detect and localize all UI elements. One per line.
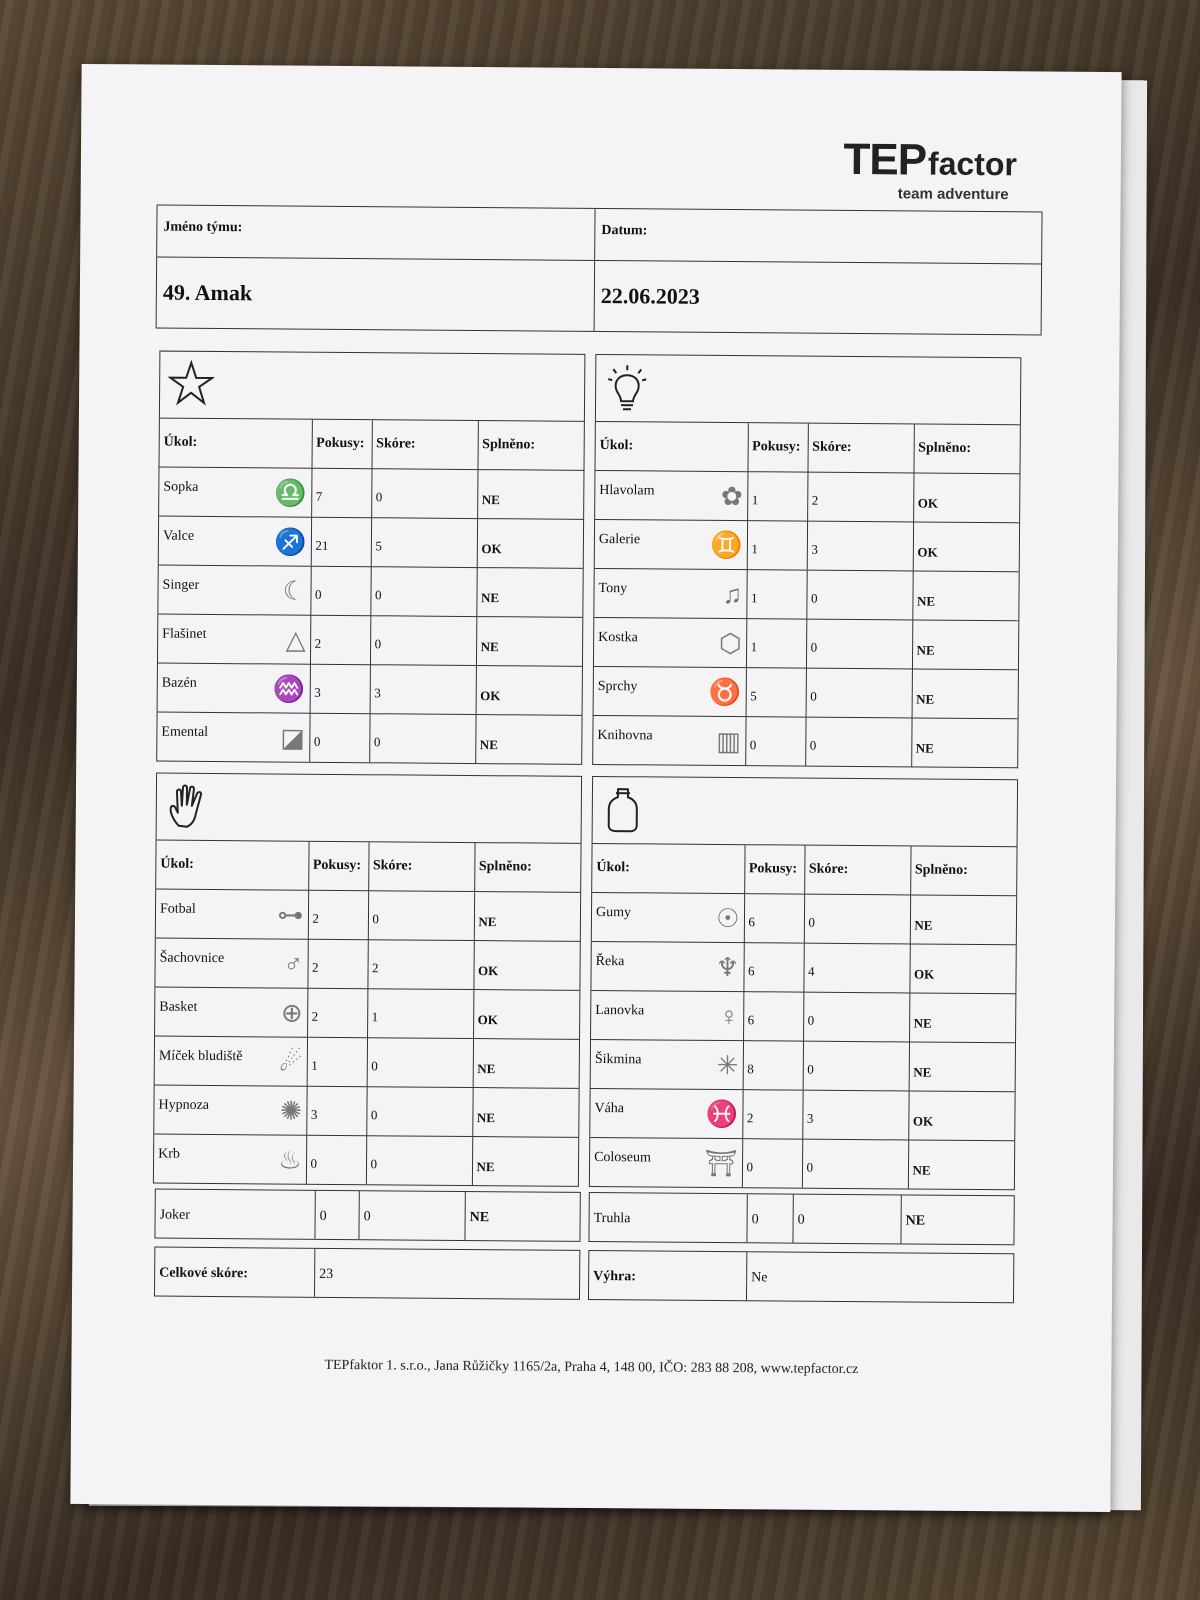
panel-symbol-row — [593, 777, 1018, 847]
panel-lightbulb — [592, 354, 1021, 768]
table-row — [159, 516, 583, 568]
done-cell: NE — [472, 1087, 578, 1137]
done-cell: NE — [912, 619, 1018, 669]
task-name: Lanovka — [595, 1002, 645, 1018]
attempts-cell: 5 — [746, 667, 806, 716]
attempts-cell: 8 — [743, 1040, 803, 1089]
task-name: Krb — [158, 1146, 180, 1162]
date-label: Datum: — [595, 209, 1041, 265]
logo-brand-rest: factor — [927, 145, 1018, 183]
done-cell: NE — [908, 1139, 1014, 1189]
panel-hand — [153, 773, 582, 1187]
score-cell: 1 — [367, 988, 473, 1038]
truhla-done: NE — [905, 1213, 926, 1229]
task-name: Flašinet — [162, 626, 207, 642]
table-row — [155, 987, 579, 1039]
score-cell: 0 — [369, 713, 475, 763]
col-task-header: Úkol: — [160, 419, 312, 468]
moon-icon: ☾ — [282, 576, 307, 606]
col-attempts-header: Pokusy: — [747, 423, 807, 471]
table-row — [591, 941, 1015, 993]
table-header-row — [156, 841, 580, 892]
panel-symbol-row — [596, 355, 1021, 425]
neptune-icon: ♆ — [715, 952, 740, 982]
score-cell: 5 — [371, 517, 477, 567]
triangle-icon: △ — [285, 625, 306, 655]
logo-tagline: team adventure — [897, 185, 1009, 204]
pisces-icon: ♓ — [705, 1099, 739, 1129]
attempts-cell: 6 — [743, 942, 803, 991]
lightbulb-icon — [604, 363, 650, 413]
done-cell: NE — [477, 469, 583, 519]
attempts-cell: 2 — [742, 1089, 802, 1138]
task-name: Hlavolam — [599, 482, 655, 498]
score-cell: 2 — [807, 472, 913, 522]
cube-icon: ⬡ — [718, 628, 742, 658]
task-name: Gumy — [595, 904, 632, 920]
task-name: Galerie — [598, 531, 641, 547]
task-name: Emental — [161, 724, 209, 740]
col-done-header: Splněno: — [910, 846, 1016, 895]
task-table — [593, 422, 1020, 767]
date-value: 22.06.2023 — [600, 283, 700, 309]
col-attempts-header: Pokusy: — [312, 420, 372, 468]
done-cell: NE — [911, 717, 1017, 767]
table-row — [157, 712, 581, 764]
task-name: Řeka — [595, 953, 625, 969]
attempts-cell: 1 — [746, 569, 806, 618]
done-cell: NE — [476, 567, 582, 617]
col-score-header: Skóre: — [807, 424, 913, 473]
col-attempts-header: Pokusy: — [744, 845, 804, 893]
score-cell: 0 — [803, 992, 909, 1042]
sagittarius-icon: ♐ — [273, 526, 307, 557]
table-row — [595, 519, 1019, 571]
table-row — [158, 663, 582, 715]
score-cell: 0 — [366, 1086, 472, 1136]
attempts-cell: 6 — [743, 991, 803, 1040]
task-name: Valce — [162, 528, 195, 544]
score-cell: 0 — [806, 619, 912, 669]
gemini-icon: ♊ — [709, 530, 743, 560]
joker-attempts: 0 — [315, 1191, 359, 1239]
attempts-cell: 0 — [745, 716, 805, 765]
task-name: Coloseum — [594, 1149, 651, 1165]
table-row — [594, 666, 1018, 718]
truhla-label: Truhla — [589, 1193, 747, 1242]
tepfactor-logo — [843, 134, 1018, 204]
company-footer: TEPfaktor 1. s.r.o., Jana Růžičky 1165/2a, Praha 4, 148 00, IČO: 283 88 208, www.tepfactor.cz — [324, 1357, 859, 1378]
task-name: Knihovna — [597, 727, 653, 743]
table-header-row — [595, 422, 1019, 473]
task-name: Tony — [598, 580, 628, 596]
table-row — [595, 470, 1019, 522]
task-table — [157, 419, 584, 764]
task-name: Míček bludiště — [158, 1048, 243, 1064]
table-row — [591, 1039, 1015, 1091]
col-task-header: Úkol: — [592, 844, 744, 893]
total-score-row — [154, 1247, 580, 1300]
attempts-cell: 21 — [311, 517, 371, 566]
done-cell: OK — [908, 1090, 1014, 1140]
books-icon: ▥ — [716, 726, 741, 756]
col-score-header: Skóre: — [372, 420, 478, 469]
attempts-cell: 1 — [747, 471, 807, 520]
total-score-value: 23 — [319, 1266, 334, 1282]
task-name: Váha — [594, 1100, 625, 1116]
win-row — [588, 1250, 1014, 1303]
task-name: Sprchy — [597, 678, 638, 694]
logo-brand-main: TEP — [843, 134, 927, 185]
aquarius-icon: ♒ — [272, 673, 306, 704]
score-cell: 3 — [802, 1090, 908, 1140]
task-table — [154, 841, 581, 1186]
table-row — [159, 467, 583, 519]
done-cell: NE — [912, 570, 1018, 620]
done-cell: NE — [475, 714, 581, 764]
score-cell: 0 — [367, 1037, 473, 1087]
attempts-cell: 7 — [311, 468, 371, 517]
truhla-score: 0 — [793, 1195, 901, 1244]
done-cell: NE — [476, 616, 582, 666]
task-name: Singer — [162, 577, 200, 593]
truhla-row — [588, 1192, 1014, 1245]
task-name: Hypnoza — [158, 1097, 210, 1113]
truhla-attempts: 0 — [747, 1194, 793, 1242]
score-cell: 0 — [802, 1139, 908, 1189]
attempts-cell: 0 — [742, 1138, 802, 1187]
team-header-table — [156, 205, 1043, 336]
done-cell: OK — [473, 940, 579, 990]
col-done-header: Splněno: — [474, 843, 580, 892]
mars-icon: ♂ — [283, 949, 304, 979]
col-task-header: Úkol: — [595, 422, 747, 471]
task-table — [590, 844, 1017, 1189]
attempts-cell: 3 — [306, 1086, 366, 1135]
task-name: Šachovnice — [159, 950, 225, 966]
music-note-icon: ♫ — [722, 579, 743, 609]
table-row — [591, 990, 1015, 1042]
panel-symbol-row — [157, 774, 582, 844]
score-cell: 0 — [806, 570, 912, 620]
table-row — [155, 1036, 579, 1088]
sun-icon: ☉ — [716, 903, 740, 933]
team-name-label: Jméno týmu: — [157, 206, 595, 261]
attempts-cell: 0 — [309, 713, 369, 762]
task-name: Fotbal — [159, 901, 196, 917]
score-cell: 4 — [803, 943, 909, 993]
score-cell: 0 — [370, 615, 476, 665]
flame-icon: ♨ — [278, 1145, 302, 1175]
done-cell: OK — [913, 472, 1019, 522]
earth-icon: ⊕ — [280, 998, 303, 1028]
joker-label: Joker — [155, 1190, 315, 1239]
attempts-cell: 1 — [746, 618, 806, 667]
done-cell: NE — [472, 1136, 578, 1186]
col-done-header: Splněno: — [478, 421, 584, 470]
attempts-cell: 3 — [310, 664, 370, 713]
joker-row — [154, 1189, 580, 1242]
done-cell: OK — [476, 665, 582, 715]
done-cell: NE — [473, 1038, 579, 1088]
attempts-cell: 2 — [308, 890, 368, 939]
bottle-icon — [601, 785, 647, 835]
score-cell: 0 — [805, 717, 911, 767]
venus-icon: ♀ — [719, 1001, 739, 1031]
table-row — [594, 617, 1018, 669]
attempts-cell: 1 — [307, 1037, 367, 1086]
score-cell: 0 — [368, 890, 474, 940]
col-done-header: Splněno: — [913, 424, 1019, 473]
score-cell: 0 — [371, 468, 477, 518]
attempts-cell: 0 — [310, 566, 370, 615]
score-cell: 0 — [803, 1041, 909, 1091]
col-score-header: Skóre: — [804, 846, 910, 895]
asterisk-icon: ✳ — [716, 1050, 739, 1080]
attempts-cell: 1 — [747, 520, 807, 569]
total-score-label: Celkové skóre: — [155, 1248, 315, 1297]
done-cell: OK — [477, 518, 583, 568]
win-label: Výhra: — [589, 1251, 747, 1300]
film-icon: ⊶ — [277, 900, 304, 930]
table-header-row — [592, 844, 1016, 895]
attempts-cell: 6 — [744, 893, 804, 942]
attempts-cell: 2 — [310, 615, 370, 664]
task-name: Bazén — [161, 675, 197, 691]
attempts-cell: 2 — [307, 939, 367, 988]
task-name: Basket — [159, 999, 198, 1015]
joker-done: NE — [469, 1210, 490, 1226]
score-cell: 0 — [366, 1135, 472, 1185]
panel-star — [156, 351, 585, 765]
star-icon — [168, 360, 214, 406]
col-task-header: Úkol: — [156, 841, 308, 890]
temple-icon: ⛩ — [704, 1148, 738, 1178]
panel-bottle — [589, 776, 1018, 1190]
done-cell: OK — [473, 989, 579, 1039]
win-value: Ne — [751, 1270, 768, 1286]
score-cell: 3 — [807, 521, 913, 571]
table-row — [590, 1088, 1014, 1140]
libra-icon: ♎ — [274, 477, 307, 508]
done-cell: OK — [909, 943, 1015, 993]
col-score-header: Skóre: — [368, 842, 474, 891]
attempts-cell: 0 — [306, 1135, 366, 1184]
joker-score: 0 — [359, 1191, 465, 1240]
table-row — [154, 1085, 578, 1137]
table-row — [155, 938, 579, 990]
done-cell: NE — [909, 992, 1015, 1042]
attempts-cell: 2 — [307, 988, 367, 1037]
puzzle-icon: ✿ — [720, 481, 743, 511]
done-cell: NE — [474, 891, 580, 941]
table-header-row — [160, 419, 584, 470]
taurus-icon: ♉ — [708, 677, 742, 707]
cheese-icon: ◪ — [280, 723, 305, 753]
panel-symbol-row — [160, 352, 585, 422]
table-row — [592, 892, 1016, 944]
score-cell: 2 — [367, 939, 473, 989]
virus-icon: ✺ — [280, 1096, 303, 1126]
scoresheet — [70, 64, 1121, 1512]
col-attempts-header: Pokusy: — [308, 842, 368, 890]
table-row — [158, 565, 582, 617]
table-row — [594, 568, 1018, 620]
task-name: Kostka — [598, 629, 638, 645]
score-cell: 3 — [370, 664, 476, 714]
score-cell: 0 — [804, 894, 910, 944]
done-cell: NE — [912, 668, 1018, 718]
team-name-value: 49. Amak — [157, 258, 596, 331]
score-cell: 0 — [370, 566, 476, 616]
done-cell: NE — [909, 1041, 1015, 1091]
done-cell: NE — [910, 894, 1016, 944]
done-cell: OK — [913, 521, 1019, 571]
table-row — [156, 889, 580, 941]
table-row — [158, 614, 582, 666]
table-row — [154, 1134, 578, 1186]
comet-icon: ☄ — [278, 1047, 303, 1077]
task-name: Šikmina — [594, 1051, 642, 1067]
hand-icon — [165, 782, 211, 832]
table-row — [593, 715, 1017, 767]
score-cell: 0 — [806, 668, 912, 718]
task-name: Sopka — [163, 479, 199, 495]
table-row — [590, 1137, 1014, 1189]
